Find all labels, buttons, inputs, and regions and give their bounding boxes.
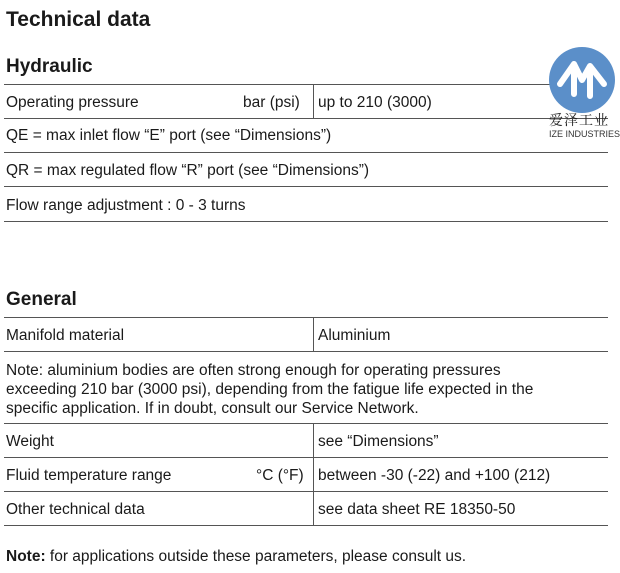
footer-note-text: for applications outside these parameters, please consult us. <box>45 548 467 565</box>
manifold-value: Aluminium <box>318 327 391 344</box>
weight-label: Weight <box>6 433 54 450</box>
other-data-label: Other technical data <box>6 501 145 518</box>
operating-pressure-value: up to 210 (3000) <box>318 94 432 111</box>
note-line: specific application. If in doubt, consult our Service Network. <box>6 400 419 417</box>
footer-note <box>6 548 466 566</box>
operating-pressure-unit: bar (psi) <box>243 94 300 111</box>
divider <box>4 423 608 424</box>
general-heading: General <box>6 289 77 310</box>
note-line: exceeding 210 bar (3000 psi), depending from the fatigue life expected in the <box>6 381 534 398</box>
flow-range-row: Flow range adjustment : 0 - 3 turns <box>6 197 246 214</box>
temperature-value: between -30 (-22) and +100 (212) <box>318 467 551 484</box>
divider <box>4 491 608 492</box>
temperature-unit: °C (°F) <box>256 467 304 484</box>
divider <box>4 84 608 85</box>
weight-value: see “Dimensions” <box>318 433 439 450</box>
temperature-label: Fluid temperature range <box>6 467 172 484</box>
divider <box>4 221 608 222</box>
other-data-value: see data sheet RE 18350-50 <box>318 501 516 518</box>
page-title: Technical data <box>6 8 151 31</box>
hydraulic-heading: Hydraulic <box>6 56 93 77</box>
divider <box>313 84 314 118</box>
divider <box>4 457 608 458</box>
footer-note-bold: Note: <box>6 548 46 565</box>
watermark-chinese-text: 爱泽工业 <box>549 113 609 129</box>
watermark-english-text: IZE INDUSTRIES <box>549 129 620 139</box>
aluminium-note <box>6 361 606 418</box>
divider <box>4 351 608 352</box>
divider <box>4 525 608 526</box>
operating-pressure-label: Operating pressure <box>6 94 139 111</box>
qr-row: QR = max regulated flow “R” port (see “Dimensions”) <box>6 162 370 179</box>
note-line: Note: aluminium bodies are often strong enough for operating pressures <box>6 362 501 379</box>
qe-row: QE = max inlet flow “E” port (see “Dimensions”) <box>6 127 332 144</box>
divider <box>4 118 608 119</box>
manifold-label: Manifold material <box>6 327 125 344</box>
divider <box>4 152 608 153</box>
divider <box>313 317 314 351</box>
divider <box>4 186 608 187</box>
divider <box>4 317 608 318</box>
divider <box>313 423 314 525</box>
